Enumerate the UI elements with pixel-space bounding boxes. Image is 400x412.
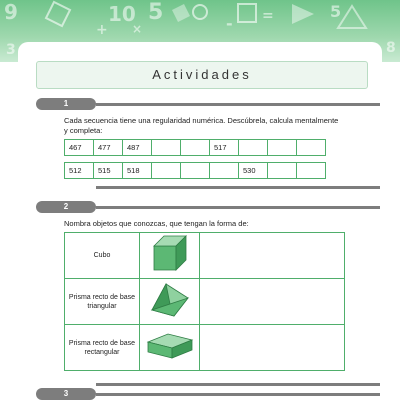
decor-symbol: × (132, 22, 143, 36)
section-divider (96, 393, 380, 396)
sequence-table-2 (64, 162, 326, 179)
decor-number: 3 (6, 42, 16, 58)
shape-name-cell (65, 325, 140, 371)
cube-icon (150, 234, 190, 272)
section-divider (96, 186, 380, 189)
sequence-cell: 517 (210, 140, 239, 156)
table-row (65, 279, 345, 325)
table-row (65, 163, 326, 179)
rectangular-prism-icon (146, 330, 194, 360)
decor-symbol: + (96, 22, 108, 38)
shape-picture-cell (140, 233, 200, 279)
table-row (65, 233, 345, 279)
decor-number: 8 (386, 40, 396, 56)
sequence-cell[interactable] (297, 163, 326, 179)
sequence-cell: 518 (123, 163, 152, 179)
instruction-line: Cada secuencia tiene una regularidad numérica. Descúbrela, calcula mentalmente (64, 116, 339, 125)
sequence-cell[interactable] (152, 163, 181, 179)
decor-number: 10 (108, 2, 136, 26)
shape-name-cell (65, 279, 140, 325)
answer-cell[interactable] (200, 279, 345, 325)
section-number-badge: 2 (36, 201, 96, 213)
sequence-cell: 530 (239, 163, 268, 179)
shape-name: Cubo (93, 252, 111, 259)
sequence-cell[interactable] (268, 163, 297, 179)
answer-cell[interactable] (200, 233, 345, 279)
decor-symbol: - (226, 14, 233, 33)
table-row (65, 325, 345, 371)
shapes-table (64, 232, 345, 371)
sequence-cell: 515 (94, 163, 123, 179)
sequence-cell: 512 (65, 163, 94, 179)
shape-name: Prisma recto de base (68, 339, 136, 347)
sequence-cell[interactable] (181, 163, 210, 179)
section-divider (96, 103, 380, 106)
sequence-cell[interactable] (268, 140, 297, 156)
section-divider (96, 383, 380, 386)
shape-name: triangular (87, 302, 117, 310)
shape-name-cell (65, 233, 140, 279)
table-row (65, 140, 326, 156)
section-2-instruction: Nombra objetos que conozcas, que tengan la forma de: (64, 219, 249, 228)
sequence-cell[interactable] (210, 163, 239, 179)
triangular-prism-icon (148, 280, 192, 318)
section-number-badge: 3 (36, 388, 96, 400)
shape-name: Prisma recto de base (68, 293, 136, 301)
sequence-cell[interactable] (297, 140, 326, 156)
instruction-line: y completa: (64, 126, 103, 135)
decor-number: 9 (4, 0, 18, 24)
decor-number: 5 (330, 2, 342, 21)
shape-picture-cell (140, 279, 200, 325)
sequence-cell: 487 (123, 140, 152, 156)
section-divider (96, 206, 380, 209)
sequence-cell: 477 (94, 140, 123, 156)
section-number-badge: 1 (36, 98, 96, 110)
sequence-cell[interactable] (239, 140, 268, 156)
sequence-cell: 467 (65, 140, 94, 156)
sequence-cell[interactable] (152, 140, 181, 156)
decor-number: 5 (148, 0, 164, 25)
answer-cell[interactable] (200, 325, 345, 371)
sequence-table-1 (64, 139, 326, 156)
page-title: Actividades (36, 61, 368, 89)
shape-picture-cell (140, 325, 200, 371)
shape-name: rectangular (84, 348, 120, 356)
section-1-instruction (64, 116, 338, 136)
sequence-cell[interactable] (181, 140, 210, 156)
decor-symbol: = (262, 8, 274, 24)
